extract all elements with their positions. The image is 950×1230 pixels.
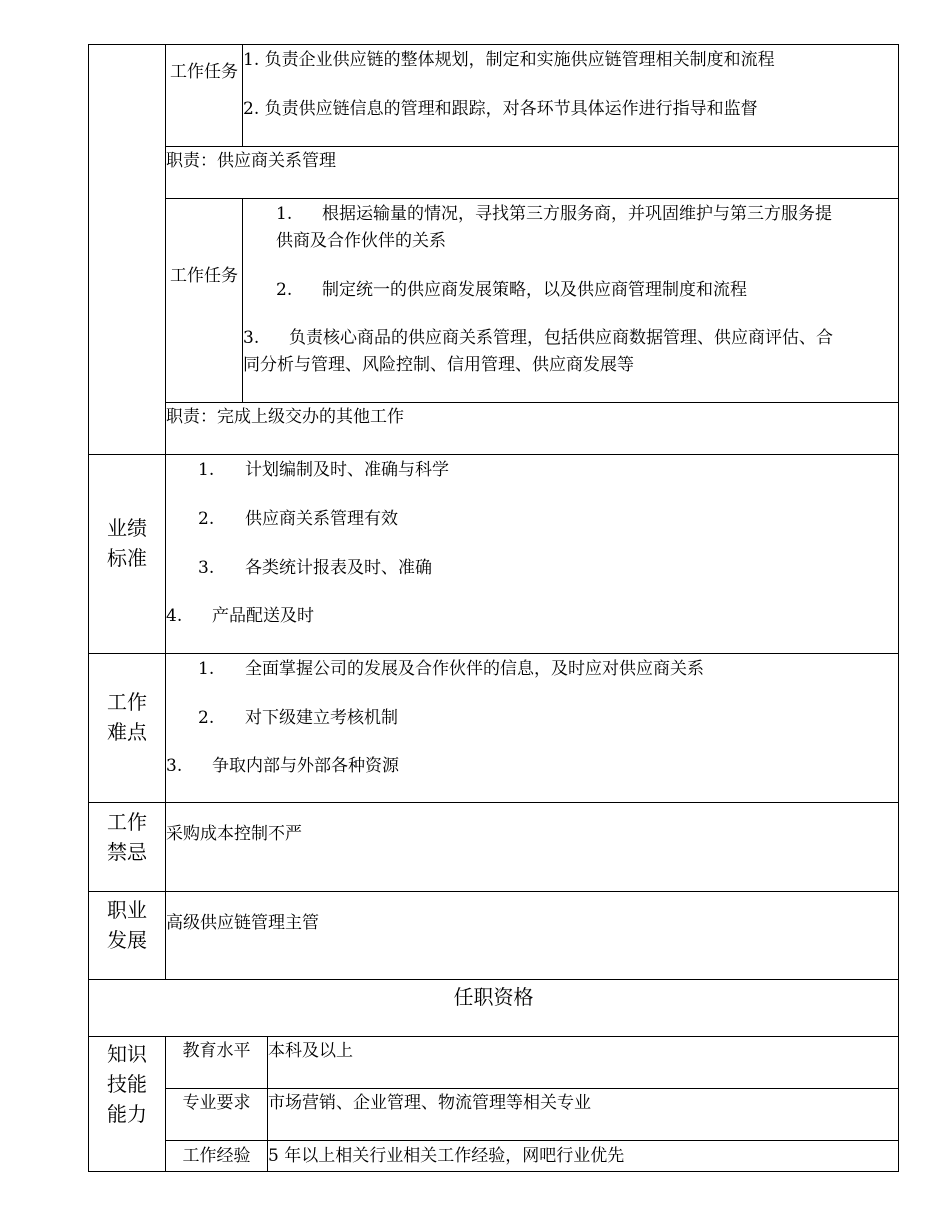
experience-value: 5 年以上相关行业相关工作经验，网吧行业优先 — [268, 1146, 625, 1166]
difficulty-item-1: 全面掌握公司的发展及合作伙伴的信息，及时应对供应商关系 — [245, 659, 704, 679]
performance-item-4-num: 4. — [166, 606, 183, 626]
task2-item-1-cont: 供商及合作伙伴的关系 — [276, 231, 446, 251]
task2-item-3-num: 3. — [243, 328, 260, 348]
task2-item-2: 制定统一的供应商发展策略，以及供应商管理制度和流程 — [322, 280, 747, 300]
knowledge-skills-label: 知识技能能力 — [107, 1042, 147, 1126]
difficulty-item-1-num: 1. — [198, 659, 215, 679]
difficulty-item-2-num: 2. — [198, 708, 215, 728]
major-value: 市场营销、企业管理、物流管理等相关专业 — [268, 1093, 591, 1113]
taboos-label: 工作禁忌 — [107, 810, 147, 864]
task-label-1: 工作任务 — [170, 62, 238, 82]
job-description-table — [88, 44, 899, 1172]
performance-item-2-num: 2. — [198, 509, 215, 529]
duty-supplier-relations: 职责：供应商关系管理 — [166, 151, 336, 171]
experience-key: 工作经验 — [182, 1146, 251, 1166]
difficulties-label: 工作难点 — [107, 690, 147, 744]
difficulty-item-3-num: 3. — [166, 756, 183, 776]
task1-item-2: 2. 负责供应链信息的管理和跟踪，对各环节具体运作进行指导和监督 — [243, 99, 758, 119]
career-label: 职业发展 — [107, 898, 147, 952]
major-key: 专业要求 — [182, 1093, 251, 1113]
education-value: 本科及以上 — [268, 1041, 353, 1061]
performance-item-1-num: 1. — [198, 460, 215, 480]
performance-item-3-num: 3. — [198, 558, 215, 578]
qualifications-header: 任职资格 — [453, 985, 534, 1009]
task2-item-1-num: 1. — [276, 204, 293, 224]
task2-item-3-cont: 同分析与管理、风险控制、信用管理、供应商发展等 — [243, 355, 634, 375]
task1-item-1: 1. 负责企业供应链的整体规划，制定和实施供应链管理相关制度和流程 — [243, 50, 775, 70]
performance-item-1: 计划编制及时、准确与科学 — [245, 460, 449, 480]
performance-label: 业绩标准 — [107, 516, 147, 570]
task2-item-3: 负责核心商品的供应商关系管理，包括供应商数据管理、供应商评估、合 — [289, 328, 833, 348]
difficulty-item-2: 对下级建立考核机制 — [245, 708, 398, 728]
performance-item-3: 各类统计报表及时、准确 — [245, 558, 432, 578]
difficulty-item-3: 争取内部与外部各种资源 — [212, 756, 399, 776]
performance-item-4: 产品配送及时 — [212, 606, 314, 626]
taboos-text: 采购成本控制不严 — [166, 824, 302, 844]
task-label-2: 工作任务 — [170, 266, 238, 286]
performance-item-2: 供应商关系管理有效 — [245, 509, 398, 529]
task2-item-2-num: 2. — [276, 280, 293, 300]
career-text: 高级供应链管理主管 — [166, 913, 319, 933]
duty-other-work: 职责：完成上级交办的其他工作 — [166, 407, 404, 427]
task2-item-1: 根据运输量的情况，寻找第三方服务商，并巩固维护与第三方服务提 — [322, 204, 832, 224]
education-key: 教育水平 — [182, 1041, 251, 1061]
